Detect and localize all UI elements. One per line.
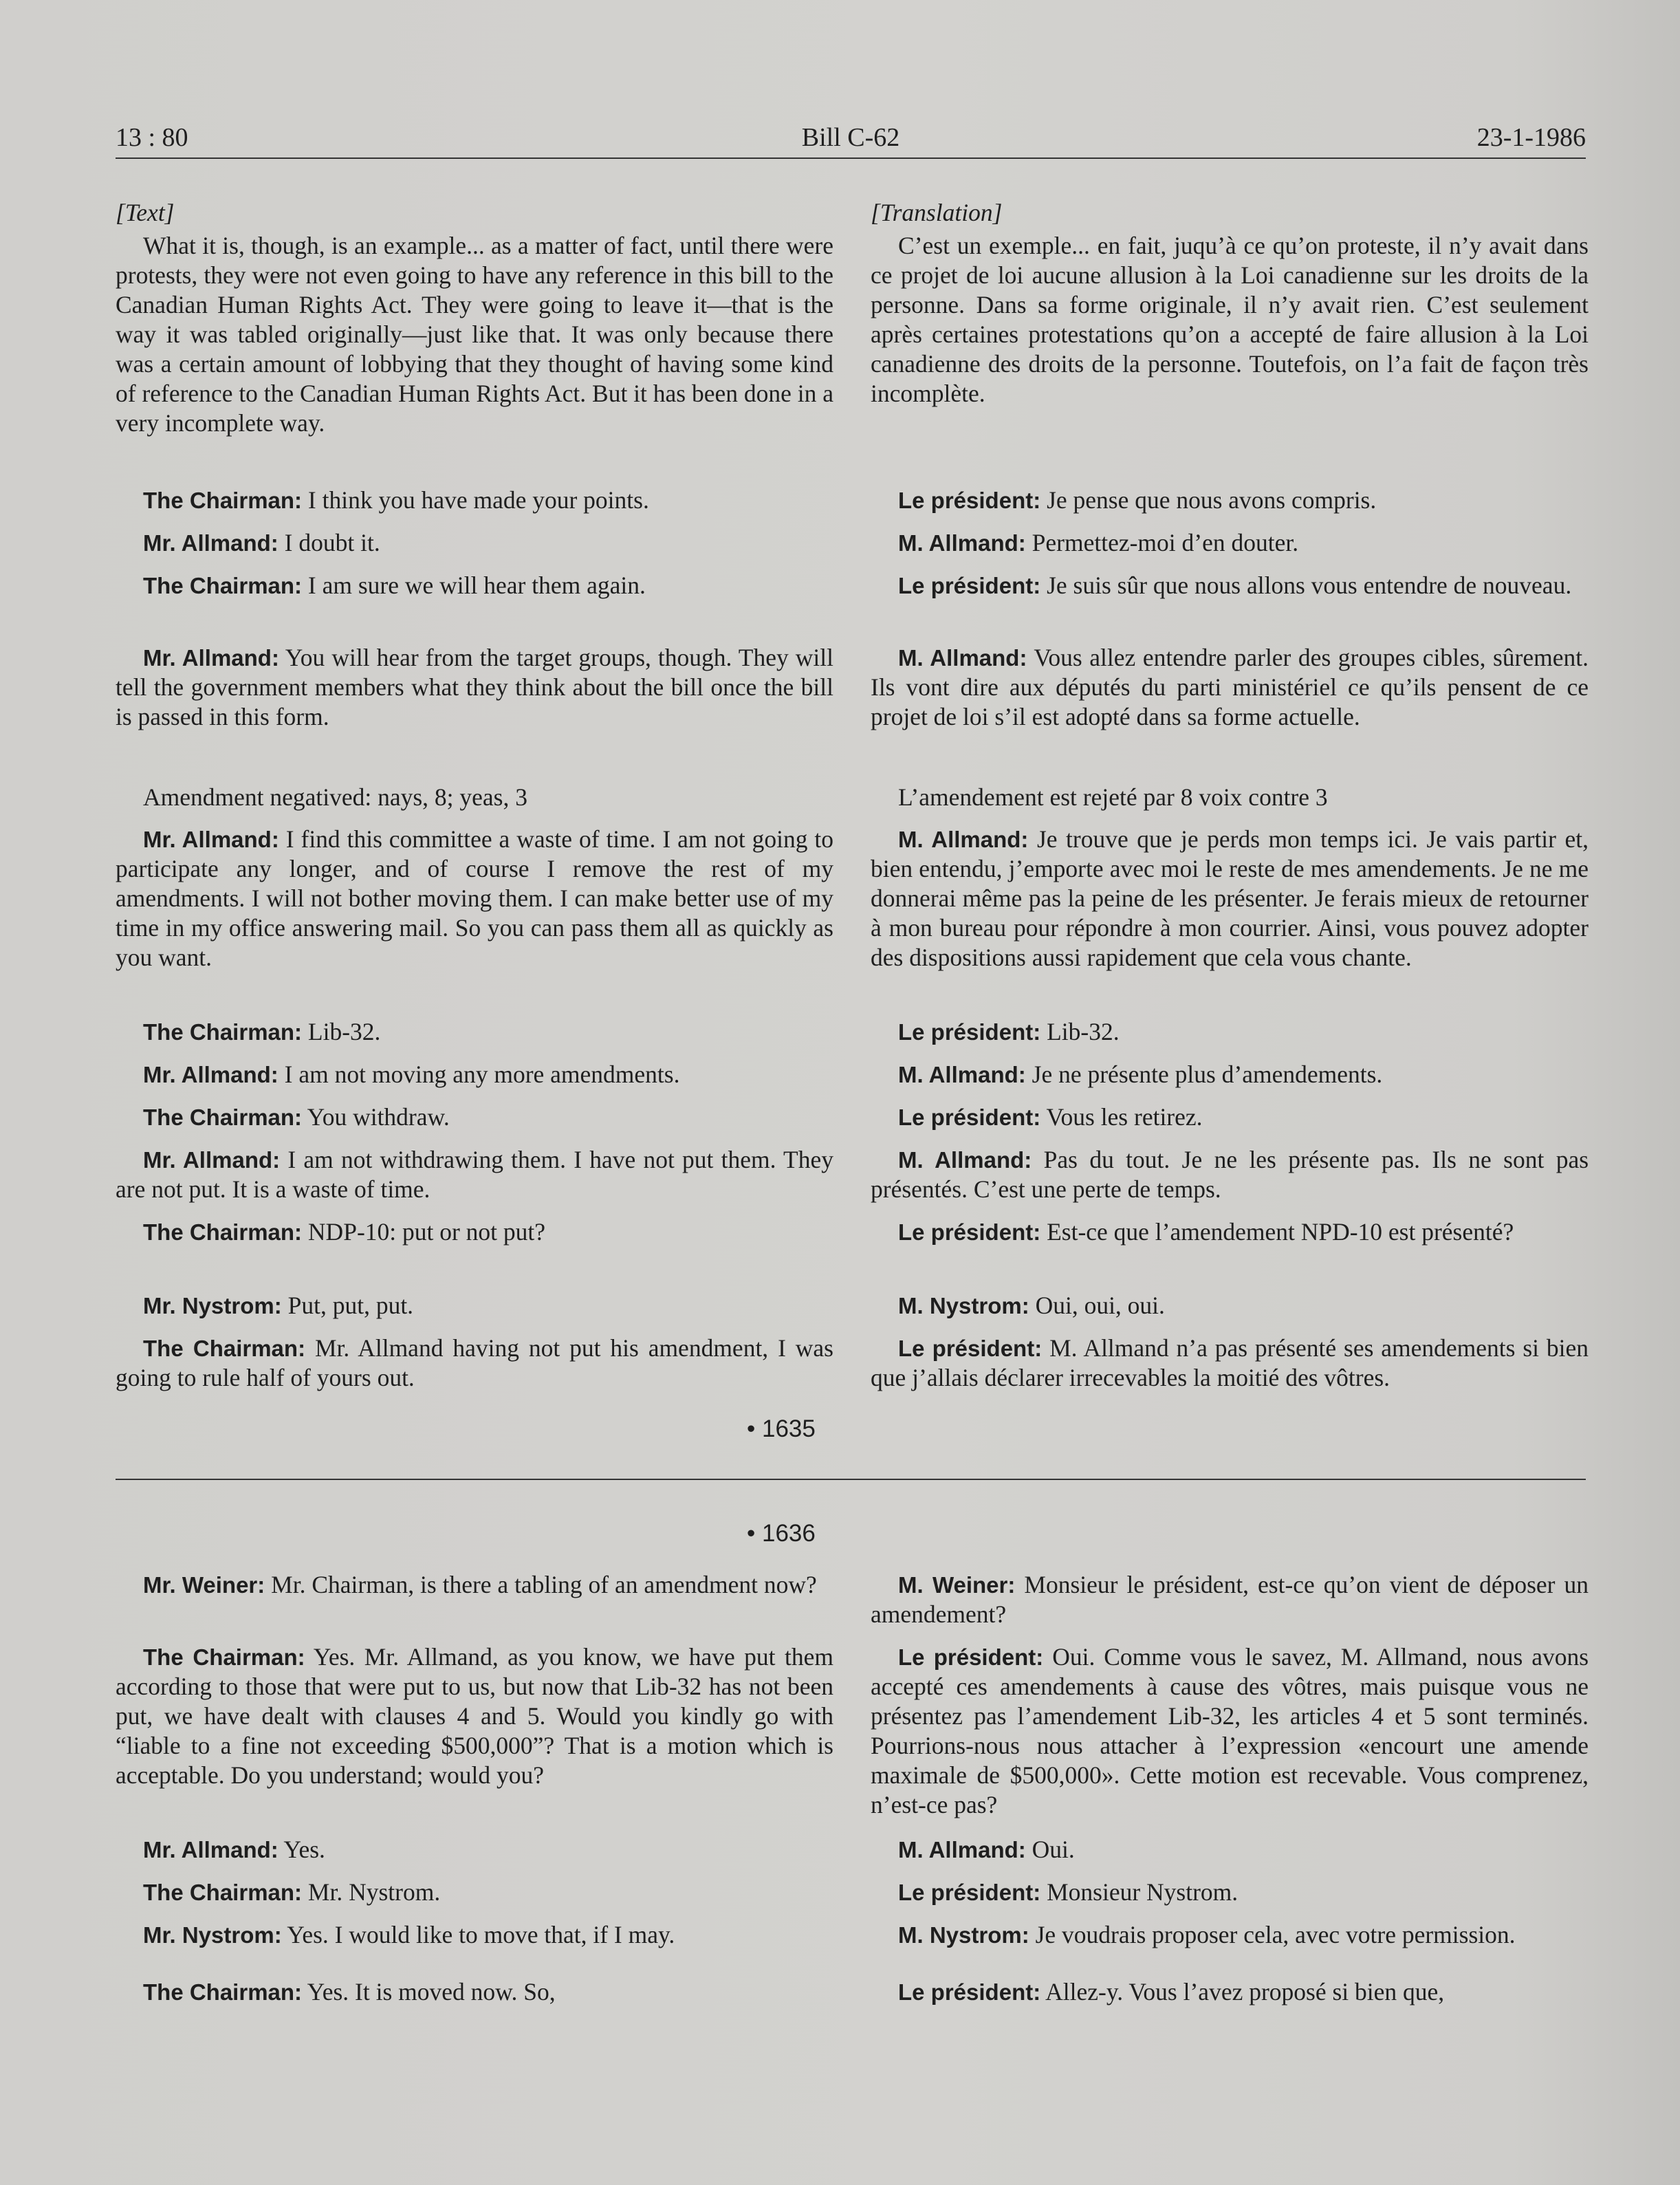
speech-turn	[871, 1570, 1589, 1629]
speaker-name: The Chairman:	[143, 1105, 303, 1130]
speech-text: Est-ce que l’amendement NPD-10 est présenté?	[1047, 1218, 1514, 1246]
speaker-name: The Chairman:	[143, 1644, 305, 1670]
speech-text: I doubt it.	[284, 529, 380, 556]
speaker-name: Le président:	[898, 1336, 1043, 1361]
speech-turn	[116, 1570, 833, 1600]
note-text: L’amendement est rejeté par 8 voix contre 3	[898, 783, 1328, 811]
speaker-name: Mr. Weiner:	[143, 1572, 265, 1598]
page-number: 13 : 80	[116, 123, 188, 152]
speech-turn	[116, 1291, 833, 1320]
speech-turn	[116, 1334, 833, 1393]
speech-text: Je suis sûr que nous allons vous entendre de nouveau.	[1047, 572, 1572, 599]
speaker-name: Mr. Nystrom:	[143, 1922, 282, 1948]
speech-text: Oui. Comme vous le savez, M. Allmand, nous avons accepté ces amendements à cause des vôtres, mais puisque vous ne présentez pas l’amendement Lib-32, les articles 4 et 5 sont terminés. Pourrions-nous nous attacher à l’expression «encourt une amende maximale de $500,000». Cette motion est recevable. Vous comprenez, n’est-ce pas?	[871, 1643, 1589, 1818]
speech-text: Permettez-moi d’en douter.	[1032, 529, 1299, 556]
speaker-name: Le président:	[898, 1644, 1044, 1670]
speech-text: Oui, oui, oui.	[1035, 1292, 1165, 1319]
speaker-name: M. Nystrom:	[898, 1293, 1029, 1318]
speaker-name: Le président:	[898, 488, 1041, 513]
speech-turn	[871, 1145, 1589, 1204]
sitting-date: 23-1-1986	[1476, 123, 1586, 152]
speech-turn	[871, 1217, 1589, 1247]
speech-text: Lib-32.	[307, 1018, 381, 1045]
speaker-name: The Chairman:	[143, 1019, 303, 1045]
speech-turn	[116, 528, 833, 558]
speech-turn	[116, 825, 833, 972]
speaker-name: M. Allmand:	[898, 645, 1027, 671]
speech-text: Mr. Allmand having not put his amendment, I was going to rule half of yours out.	[116, 1334, 833, 1391]
intro-paragraph: What it is, though, is an example... as a matter of fact, until there were protests, they were not even going to have any reference in this bill to the Canadian Human Rights Act. They were going to leave it—that is the way it was tabled originally—just like that. It was only because there was a certain amount of lobbying that they thought of having some kind of reference to the Canadian Human Rights Act. But it has been done in a very incomplete way.	[116, 232, 833, 437]
speech-text: Yes.	[283, 1836, 325, 1863]
speaker-name: Mr. Allmand:	[143, 827, 279, 852]
speech-turn	[871, 1835, 1589, 1865]
speech-turn	[871, 1334, 1589, 1393]
procedural-note	[116, 783, 833, 812]
speaker-name: The Chairman:	[143, 573, 303, 598]
speaker-name: M. Allmand:	[898, 530, 1026, 556]
speech-text: M. Allmand n’a pas présenté ses amendements si bien que j’allais déclarer irrecevables la moitié des vôtres.	[871, 1334, 1589, 1391]
speech-turn	[116, 1835, 833, 1865]
speech-text: Lib-32.	[1047, 1018, 1120, 1045]
speech-text: Je ne présente plus d’amendements.	[1032, 1061, 1383, 1088]
speech-text: Yes. It is moved now. So,	[307, 1978, 556, 2005]
speaker-name: Le président:	[898, 573, 1041, 598]
speech-text: Mr. Nystrom.	[307, 1878, 441, 1906]
speech-text: Pas du tout. Je ne les présente pas. Ils ne sont pas présentés. C’est une perte de temps.	[871, 1146, 1589, 1203]
speaker-name: M. Weiner:	[898, 1572, 1016, 1598]
speech-text: I think you have made your points.	[307, 486, 649, 514]
speech-turn	[871, 1642, 1589, 1820]
speech-turn	[871, 528, 1589, 558]
speech-turn	[116, 1642, 833, 1790]
speech-turn	[116, 1145, 833, 1204]
speech-turn	[116, 1102, 833, 1132]
speech-turn	[116, 571, 833, 600]
speaker-name: The Chairman:	[143, 1880, 303, 1905]
speech-turn	[871, 1878, 1589, 1907]
speaker-name: Le président:	[898, 1219, 1041, 1245]
speaker-name: The Chairman:	[143, 1979, 303, 2005]
page-title: Bill C-62	[801, 123, 900, 152]
speaker-name: M. Allmand:	[898, 827, 1029, 852]
intro-paragraph: C’est un exemple... en fait, juqu’à ce qu’on proteste, il n’y avait dans ce projet de loi aucune allusion à la Loi canadienne sur les droits de la personne. Dans sa forme originale, il n’y avait rien. C’est seulement après certaines protestations qu’on a accepté de faire allusion à la Loi canadienne des droits de la personne. Toutefois, on l’a fait de façon très incomplète.	[871, 232, 1589, 407]
speaker-name: The Chairman:	[143, 1336, 306, 1361]
speaker-name: M. Allmand:	[898, 1837, 1026, 1862]
speech-text: Monsieur Nystrom.	[1047, 1878, 1239, 1906]
speech-turn	[871, 1017, 1589, 1047]
speech-text: You will hear from the target groups, though. They will tell the government members what they think about the bill once the bill is passed in this form.	[116, 644, 834, 730]
translation-tag: [Translation]	[871, 199, 1003, 226]
speech-turn	[871, 1977, 1589, 2007]
speaker-name: M. Allmand:	[898, 1062, 1026, 1087]
speaker-name: Mr. Nystrom:	[143, 1293, 282, 1318]
speech-text: Monsieur le président, est-ce qu’on vient de déposer un amendement?	[871, 1571, 1589, 1628]
speech-text: Je trouve que je perds mon temps ici. Je vais partir et, bien entendu, j’emporte avec moi le reste de mes amendements. Je ne me donnerai même pas la peine de les présenter. Je ferais mieux de retourner à mon bureau pour répondre à mon courrier. Ainsi, vous pouvez adopter des dispositions aussi rapidement que cela vous chante.	[871, 825, 1589, 971]
speech-turn	[116, 1920, 833, 1950]
speech-turn	[871, 486, 1589, 515]
speaker-name: Le président:	[898, 1880, 1041, 1905]
speech-text: Vous les retirez.	[1046, 1103, 1203, 1131]
time-marker: • 1635	[747, 1415, 816, 1442]
note-text: Amendment negatived: nays, 8; yeas, 3	[143, 783, 527, 811]
speech-turn	[116, 486, 833, 515]
speaker-name: Mr. Allmand:	[143, 1837, 279, 1862]
speech-turn	[871, 1920, 1589, 1950]
speech-turn	[871, 1291, 1589, 1320]
speech-text: Yes. I would like to move that, if I may.	[287, 1921, 675, 1948]
speaker-name: The Chairman:	[143, 488, 303, 513]
speech-turn	[871, 571, 1589, 600]
speech-text: Je voudrais proposer cela, avec votre permission.	[1035, 1921, 1516, 1948]
speech-text: Put, put, put.	[287, 1292, 414, 1319]
speech-text: NDP-10: put or not put?	[307, 1218, 546, 1246]
speech-text: Je pense que nous avons compris.	[1047, 486, 1377, 514]
time-marker: • 1636	[747, 1520, 816, 1547]
speech-text: Mr. Chairman, is there a tabling of an amendment now?	[271, 1571, 817, 1598]
speaker-name: M. Nystrom:	[898, 1922, 1029, 1948]
speech-turn	[871, 1102, 1589, 1132]
speaker-name: M. Allmand:	[898, 1147, 1032, 1173]
speech-text: Oui.	[1032, 1836, 1075, 1863]
speech-text: Vous allez entendre parler des groupes cibles, sûrement. Ils vont dire aux députés du parti ministériel ce qu’ils pensent de ce projet de loi s’il est adopté dans sa forme actuelle.	[871, 644, 1589, 730]
speech-turn	[116, 1878, 833, 1907]
speaker-name: Mr. Allmand:	[143, 645, 279, 671]
speech-turn	[871, 1060, 1589, 1089]
speech-turn	[116, 1977, 833, 2007]
procedural-note	[871, 783, 1589, 812]
english-column	[116, 0, 833, 2185]
speaker-name: Le président:	[898, 1019, 1041, 1045]
speech-text: I am not moving any more amendments.	[284, 1061, 680, 1088]
speech-turn	[116, 1217, 833, 1247]
speaker-name: Mr. Allmand:	[143, 1062, 279, 1087]
speaker-name: Le président:	[898, 1979, 1041, 2005]
speech-text: I am not withdrawing them. I have not put them. They are not put. It is a waste of time.	[116, 1146, 833, 1203]
speech-turn	[871, 643, 1589, 732]
speaker-name: The Chairman:	[143, 1219, 303, 1245]
speech-turn	[116, 1017, 833, 1047]
speech-text: I find this committee a waste of time. I am not going to participate any longer, and of course I remove the rest of my amendments. I will not bother moving them. I can make better use of my time in my office answering mail. So you can pass them all as quickly as you want.	[116, 825, 834, 971]
speech-turn	[116, 643, 833, 732]
speech-turn	[116, 1060, 833, 1089]
speech-turn	[871, 825, 1589, 972]
speech-text: You withdraw.	[307, 1103, 450, 1131]
text-tag: [Text]	[116, 199, 175, 226]
speaker-name: Mr. Allmand:	[143, 530, 279, 556]
speaker-name: Mr. Allmand:	[143, 1147, 281, 1173]
speaker-name: Le président:	[898, 1105, 1041, 1130]
french-column	[871, 0, 1589, 2185]
speech-text: I am sure we will hear them again.	[307, 572, 646, 599]
speech-text: Allez-y. Vous l’avez proposé si bien que,	[1045, 1978, 1445, 2005]
speech-text: Yes. Mr. Allmand, as you know, we have put them according to those that were put to us, but now that Lib-32 has not been put, we have dealt with clauses 4 and 5. Would you kindly go with “liable to a fine not exceeding $500,000”? That is a motion which is acceptable. Do you understand; would you?	[116, 1643, 833, 1789]
